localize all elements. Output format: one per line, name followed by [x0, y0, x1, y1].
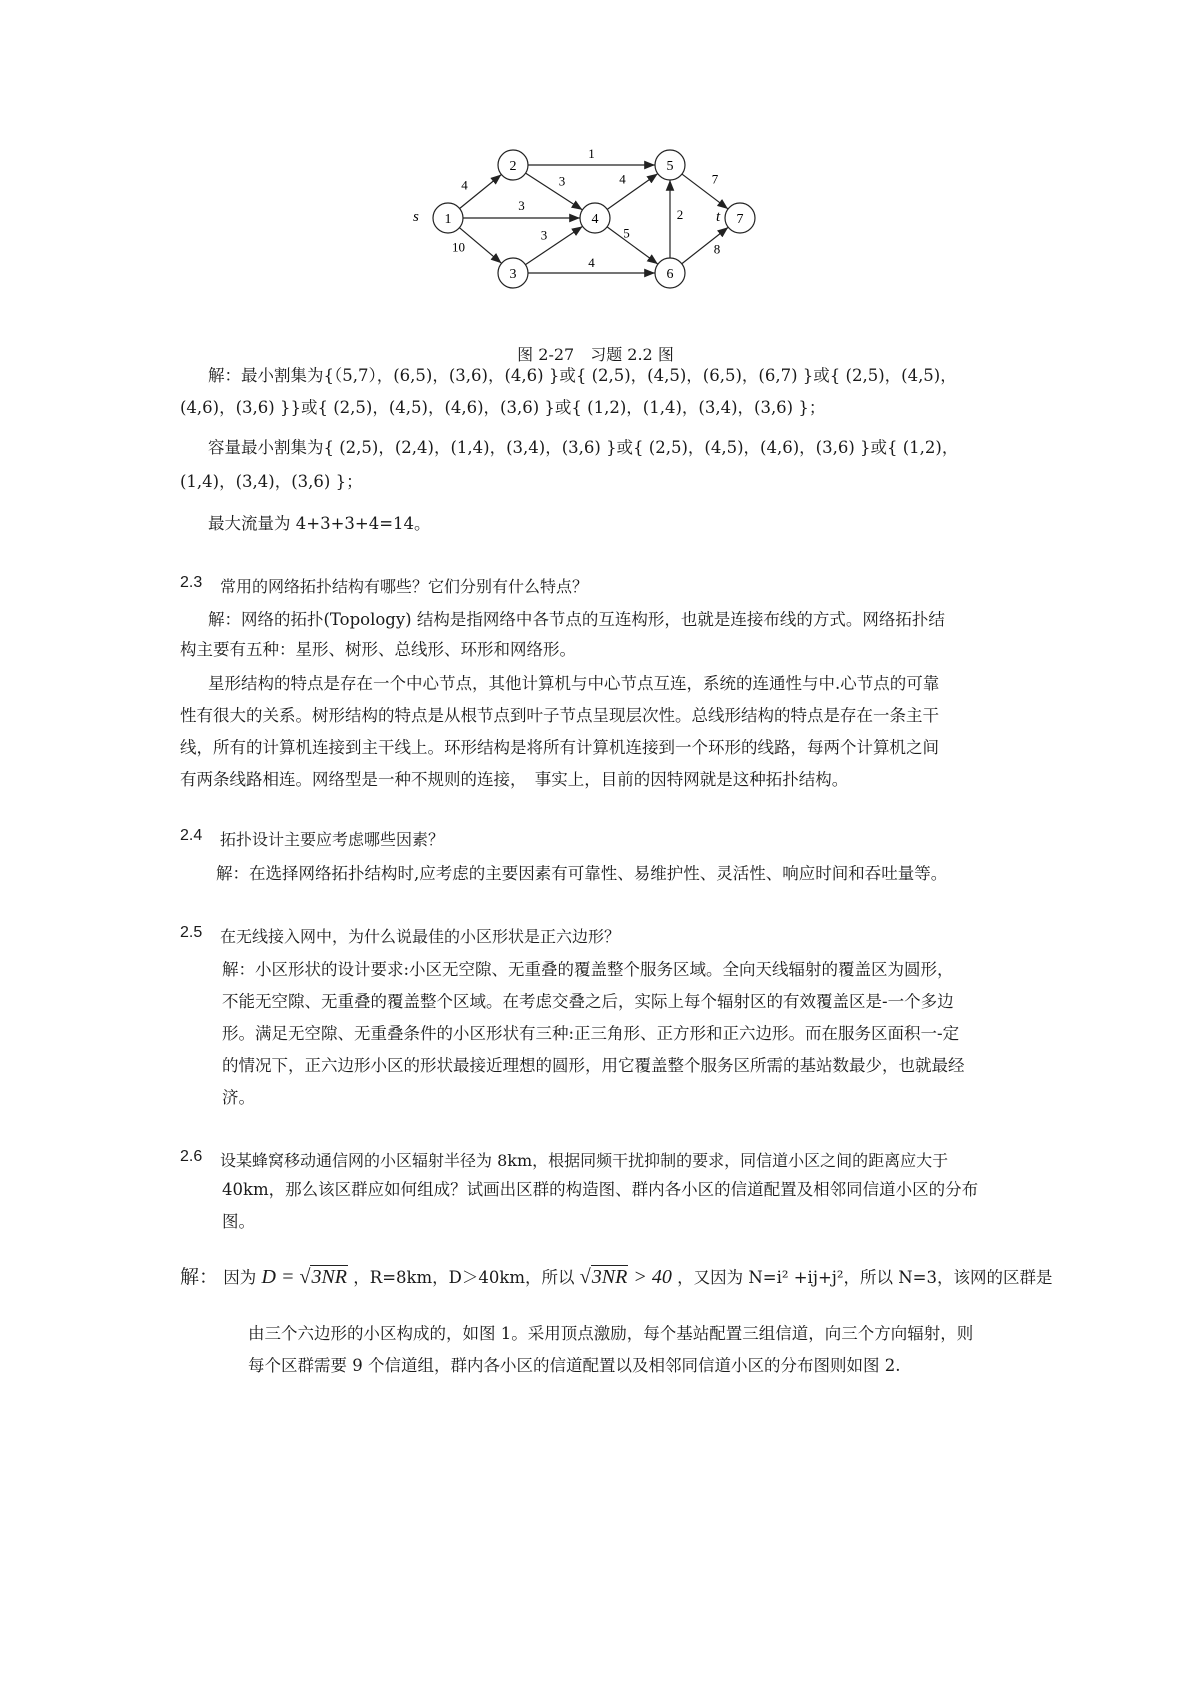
question-title: 常用的网络拓扑结构有哪些？它们分别有什么特点？ — [220, 577, 589, 596]
node-label-5: 5 — [666, 159, 674, 174]
edge-3-4 — [525, 226, 582, 264]
edge-4-6 — [607, 227, 658, 264]
answer-2-3-line1: 解：网络的拓扑(Topology) 结构是指网络中各节点的互连构形，也就是连接布线的方式。网络拓扑结 — [208, 610, 945, 629]
answer-2-2-line1: 解：最小割集为{（5,7），(6,5)，(3,6)，(4,6) }或{ (2,5)，(4,5)，(6,5)，(6,7) }或{ (2,5)，(4,5)， — [208, 366, 957, 385]
node-label-3: 3 — [509, 267, 517, 282]
edge-weight-3-6: 4 — [588, 255, 595, 270]
answer-2-5-line4: 的情况下，正六边形小区的形状最接近理想的圆形，用它覆盖整个服务区所需的基站数最少，也就最经 — [222, 1056, 965, 1075]
edge-1-3 — [459, 228, 501, 264]
node-label-7: 7 — [736, 212, 744, 227]
answer-2-3-line2: 构主要有五种：星形、树形、总线形、环形和网络形。 — [180, 640, 576, 659]
answer-2-5-line5: 济。 — [222, 1088, 255, 1107]
formula-radicand: 3NR — [311, 1266, 348, 1288]
formula-radicand: 3NR — [591, 1266, 628, 1288]
edge-5-7 — [682, 171, 728, 209]
edge-weight-5-7: 7 — [711, 171, 719, 187]
edge-weight-2-5: 1 — [588, 146, 595, 161]
answer-2-2-line3: 容量最小割集为{ (2,5)，(2,4)，(1,4)，(3,4)，(3,6) }或{ (2,5)，(4,5)，(4,6)，(3,6) }或{ (1,2)， — [208, 438, 959, 457]
answer-2-6-line1 — [180, 1262, 1053, 1293]
formula-inequality: √3NR > 40 — [579, 1266, 672, 1288]
network-flow-graph — [413, 146, 790, 328]
answer-2-3-line4: 性有很大的关系。树形结构的特点是从根节点到叶子节点呈现层次性。总线形结构的特点是存在一条主干 — [180, 706, 939, 725]
edge-weight-1-2: 4 — [461, 177, 468, 193]
edge-weight-6-7: 8 — [713, 241, 721, 257]
node-label-4: 4 — [591, 212, 599, 227]
answer-2-2-line5: 最大流量为 4+3+3+4=14。 — [208, 514, 431, 533]
edge-4-5 — [607, 171, 658, 210]
node-label-1: 1 — [444, 212, 452, 227]
answer-2-3-line5: 线，所有的计算机连接到主干线上。环形结构是将所有计算机连接到一个环形的线路，每两个计算机之间 — [180, 738, 939, 757]
conclusion-text: ，又因为 N=i² +ij+j²，所以 N=3，该网的区群是 — [677, 1268, 1053, 1287]
edge-weight-3-4: 3 — [540, 227, 548, 243]
question-title: 在无线接入网中，为什么说最佳的小区形状是正六边形？ — [220, 927, 621, 946]
node-label-6: 6 — [666, 267, 674, 282]
figure-caption: 图 2-27 习题 2.2 图 — [517, 345, 674, 364]
sink-label: t — [716, 209, 721, 225]
answer-2-2-line2: (4,6)，(3,6) }}或{ (2,5)，(4,5)，(4,6)，(3,6) }或{ (1,2)，(1,4)，(3,4)，(3,6) }； — [180, 398, 826, 417]
formula-distance: D = √3NR — [261, 1266, 348, 1288]
formula-rhs: > 40 — [628, 1266, 672, 1288]
answer-2-3-line3: 星形结构的特点是存在一个中心节点，其他计算机与中心节点互连，系统的连通性与中.心节点的可靠 — [208, 674, 940, 693]
answer-2-3-line6: 有两条线路相连。网络型是一种不规则的连接， 事实上，目前的因特网就是这种拓扑结构。 — [180, 770, 849, 789]
because-text: 因为 — [223, 1268, 257, 1287]
edge-6-7 — [682, 227, 728, 263]
answer-2-5-line2: 不能无空隙、无重叠的覆盖整个区域。在考虑交叠之后，实际上每个辐射区的有效覆盖区是-一个多边 — [222, 992, 954, 1011]
answer-2-5-line1: 解：小区形状的设计要求:小区无空隙、无重叠的覆盖整个服务区域。全向天线辐射的覆盖区为圆形， — [222, 960, 954, 979]
edge-weight-1-4: 3 — [518, 198, 525, 213]
node-label-2: 2 — [509, 159, 517, 174]
answer-2-6-line3: 每个区群需要 9 个信道组，群内各小区的信道配置以及相邻同信道小区的分布图则如图 2. — [248, 1356, 901, 1375]
question-number: 2.3 — [180, 574, 203, 591]
answer-2-6-line2: 由三个六边形的小区构成的，如图 1。采用顶点激励，每个基站配置三组信道，向三个方向辐射，则 — [248, 1324, 974, 1343]
edge-2-4 — [526, 173, 583, 210]
question-2-6-line2: 40km，那么该区群应如何组成？试画出区群的构造图、群内各小区的信道配置及相邻同信道小区的分布 — [222, 1180, 979, 1199]
given-values: ，R=8km，D＞40km，所以 — [353, 1268, 575, 1287]
answer-label: 解： — [180, 1266, 219, 1288]
edge-weight-1-3: 10 — [452, 239, 465, 255]
source-label: s — [413, 209, 419, 225]
question-title: 拓扑设计主要应考虑哪些因素？ — [220, 830, 445, 849]
edge-weight-4-6: 5 — [623, 225, 630, 241]
edge-weight-6-5: 2 — [676, 207, 684, 222]
question-number: 2.5 — [180, 924, 203, 941]
answer-2-4-line1: 解：在选择网络拓扑结构时,应考虑的主要因素有可靠性、易维护性、灵活性、响应时间和吞吐量等。 — [216, 864, 948, 883]
answer-2-5-line3: 形。满足无空隙、无重叠条件的小区形状有三种:正三角形、正方形和正六边形。而在服务区面积一-定 — [222, 1024, 960, 1043]
edge-weight-2-4: 3 — [558, 173, 566, 189]
question-number: 2.6 — [180, 1148, 203, 1165]
answer-2-2-line4: (1,4)，(3,4)，(3,6) }； — [180, 472, 363, 491]
question-2-6-line3: 图。 — [222, 1212, 255, 1231]
formula-lhs: D = — [261, 1266, 300, 1288]
question-number: 2.4 — [180, 827, 203, 844]
question-text-line1: 设某蜂窝移动通信网的小区辐射半径为 8km，根据同频干扰抑制的要求，同信道小区之间的距离应大于 — [220, 1151, 949, 1170]
edge-weight-4-5: 4 — [619, 171, 626, 187]
